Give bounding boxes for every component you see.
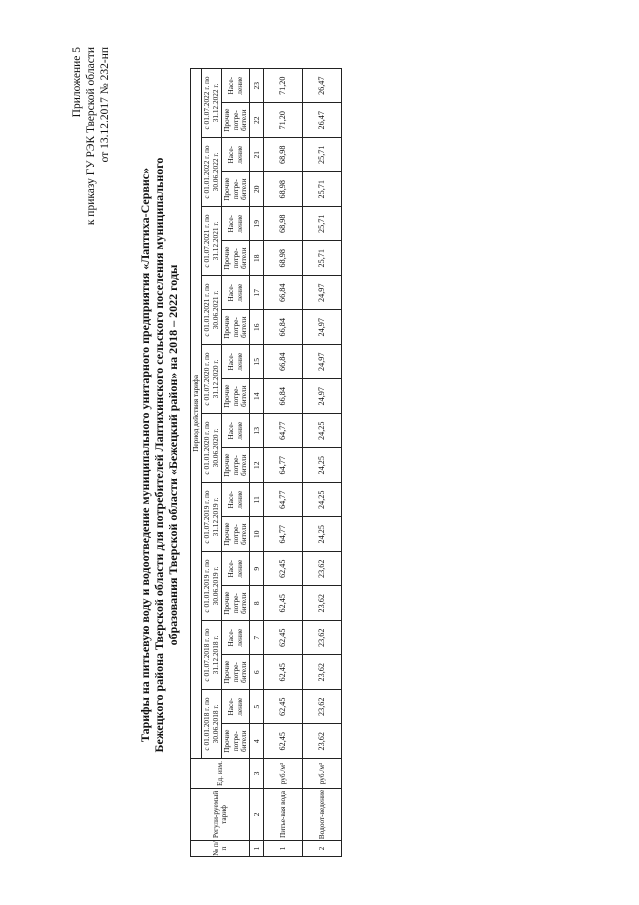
consumer-other: Прочие потре-бители bbox=[222, 172, 250, 207]
tariff-value: 66,84 bbox=[264, 310, 303, 345]
consumer-other: Прочие потре-бители bbox=[222, 448, 250, 483]
tariff-value: 23,62 bbox=[303, 724, 342, 759]
tariff-value: 62,45 bbox=[264, 552, 303, 587]
column-number: 4 bbox=[250, 724, 264, 759]
tariff-value: 62,45 bbox=[264, 724, 303, 759]
tariff-value: 62,45 bbox=[264, 690, 303, 725]
tariff-value: 24,97 bbox=[303, 379, 342, 414]
column-number: 19 bbox=[250, 207, 264, 242]
column-number: 16 bbox=[250, 310, 264, 345]
column-number: 22 bbox=[250, 103, 264, 138]
tariff-value: 71,20 bbox=[264, 103, 303, 138]
tariff-value: 23,62 bbox=[303, 552, 342, 587]
tariff-value: 66,84 bbox=[264, 345, 303, 380]
tariff-value: 64,77 bbox=[264, 483, 303, 518]
consumer-other: Прочие потре-бители bbox=[222, 103, 250, 138]
consumer-population: Насе-ление bbox=[222, 621, 250, 656]
period-cell: с 01.01.2018 г. по 30.06.2018 г. bbox=[202, 690, 222, 759]
tariff-value: 25,71 bbox=[303, 172, 342, 207]
column-number: 20 bbox=[250, 172, 264, 207]
consumer-population: Насе-ление bbox=[222, 207, 250, 242]
tariff-name: Питье-вая вода bbox=[264, 789, 303, 841]
column-number: 23 bbox=[250, 68, 264, 103]
period-cell: с 01.01.2021 г. по 30.06.2021 г. bbox=[202, 276, 222, 345]
tariff-value: 24,97 bbox=[303, 345, 342, 380]
consumer-other: Прочие потре-бители bbox=[222, 310, 250, 345]
tariff-value: 66,84 bbox=[264, 276, 303, 311]
column-number: 9 bbox=[250, 552, 264, 587]
tariff-unit: руб./м³ bbox=[303, 759, 342, 789]
tariff-value: 66,84 bbox=[264, 379, 303, 414]
column-number: 8 bbox=[250, 586, 264, 621]
tariff-value: 23,62 bbox=[303, 621, 342, 656]
tariff-value: 25,71 bbox=[303, 207, 342, 242]
tariff-value: 24,25 bbox=[303, 448, 342, 483]
tariff-unit: руб./м³ bbox=[264, 759, 303, 789]
title-line-3: образования Тверской области «Бежецкий район» на 2018 – 2022 годы bbox=[166, 264, 180, 646]
table-row bbox=[303, 68, 342, 856]
tariff-value: 64,77 bbox=[264, 448, 303, 483]
tariff-value: 25,71 bbox=[303, 241, 342, 276]
consumer-population: Насе-ление bbox=[222, 276, 250, 311]
consumer-other: Прочие потре-бители bbox=[222, 241, 250, 276]
column-number: 14 bbox=[250, 379, 264, 414]
tariff-value: 23,62 bbox=[303, 586, 342, 621]
column-number: 17 bbox=[250, 276, 264, 311]
header-tariff: Регули-руемый тариф bbox=[191, 789, 250, 841]
title-line-2: Бежецкого района Тверской области для потребителей Лаптихинского сельского поселения муниципального bbox=[152, 157, 166, 753]
consumer-other: Прочие потре-бители bbox=[222, 517, 250, 552]
consumer-other: Прочие потре-бители bbox=[222, 379, 250, 414]
consumer-population: Насе-ление bbox=[222, 138, 250, 173]
period-cell: с 01.01.2022 г. по 30.06.2022 г. bbox=[202, 138, 222, 207]
column-number: 6 bbox=[250, 655, 264, 690]
tariff-name: Водоот-ведение bbox=[303, 789, 342, 841]
consumer-population: Насе-ление bbox=[222, 68, 250, 103]
period-cell: с 01.01.2019 г. по 30.06.2019 г. bbox=[202, 552, 222, 621]
period-row bbox=[202, 68, 222, 856]
tariff-value: 23,62 bbox=[303, 655, 342, 690]
table-row bbox=[264, 68, 303, 856]
appendix-line-2: к приказу ГУ РЭК Тверской области bbox=[85, 47, 97, 226]
column-number: 10 bbox=[250, 517, 264, 552]
period-cell: с 01.07.2019 г. по 31.12.2019 г. bbox=[202, 483, 222, 552]
column-number: 21 bbox=[250, 138, 264, 173]
column-number: 12 bbox=[250, 448, 264, 483]
tariff-value: 64,77 bbox=[264, 517, 303, 552]
tariff-value: 68,98 bbox=[264, 138, 303, 173]
column-number: 15 bbox=[250, 345, 264, 380]
appendix-block bbox=[70, 47, 112, 225]
tariff-value: 24,25 bbox=[303, 414, 342, 449]
document-title bbox=[138, 105, 180, 805]
column-number: 13 bbox=[250, 414, 264, 449]
tariff-value: 64,77 bbox=[264, 414, 303, 449]
consumer-row bbox=[222, 68, 250, 856]
column-number: 2 bbox=[250, 789, 264, 841]
consumer-other: Прочие потре-бители bbox=[222, 586, 250, 621]
period-cell: с 01.07.2018 г. по 31.12.2018 г. bbox=[202, 621, 222, 690]
appendix-line-3: от 13.12.2017 № 232-нп bbox=[99, 47, 111, 163]
tariff-value: 68,98 bbox=[264, 207, 303, 242]
tariff-value: 26,47 bbox=[303, 103, 342, 138]
column-number: 7 bbox=[250, 621, 264, 656]
header-number: № п/п bbox=[191, 841, 250, 857]
column-number: 18 bbox=[250, 241, 264, 276]
tariff-value: 24,25 bbox=[303, 483, 342, 518]
period-cell: с 01.01.2020 г. по 30.06.2020 г. bbox=[202, 414, 222, 483]
period-cell: с 01.07.2020 г. по 31.12.2020 г. bbox=[202, 345, 222, 414]
appendix-line-1: Приложение 5 bbox=[71, 47, 83, 118]
header-unit: Ед. изм. bbox=[191, 759, 250, 789]
tariff-value: 23,62 bbox=[303, 690, 342, 725]
column-number: 11 bbox=[250, 483, 264, 518]
column-number: 3 bbox=[250, 759, 264, 789]
consumer-population: Насе-ление bbox=[222, 690, 250, 725]
consumer-other: Прочие потре-бители bbox=[222, 655, 250, 690]
tariff-value: 62,45 bbox=[264, 586, 303, 621]
tariff-value: 68,98 bbox=[264, 172, 303, 207]
period-cell: с 01.07.2021 г. по 31.12.2021 г. bbox=[202, 207, 222, 276]
row-number: 1 bbox=[264, 841, 303, 857]
column-number: 5 bbox=[250, 690, 264, 725]
tariff-value: 68,98 bbox=[264, 241, 303, 276]
consumer-population: Насе-ление bbox=[222, 345, 250, 380]
consumer-population: Насе-ление bbox=[222, 414, 250, 449]
tariff-value: 62,45 bbox=[264, 621, 303, 656]
period-cell: с 01.07.2022 г. по 31.12.2022 г. bbox=[202, 68, 222, 137]
column-number-row bbox=[250, 68, 264, 856]
tariff-value: 24,97 bbox=[303, 310, 342, 345]
tariff-value: 24,25 bbox=[303, 517, 342, 552]
consumer-population: Насе-ление bbox=[222, 552, 250, 587]
column-number: 1 bbox=[250, 841, 264, 857]
title-line-1: Тарифы на питьевую воду и водоотведение муниципального унитарного предприятия «Лаптиха-Сервис» bbox=[138, 167, 152, 743]
tariffs-table bbox=[190, 68, 342, 857]
header-period: Период действия тарифа bbox=[191, 68, 202, 758]
tariff-value: 25,71 bbox=[303, 138, 342, 173]
tariff-value: 71,20 bbox=[264, 68, 303, 103]
tariff-value: 24,97 bbox=[303, 276, 342, 311]
tariff-value: 26,47 bbox=[303, 68, 342, 103]
tariff-value: 62,45 bbox=[264, 655, 303, 690]
consumer-population: Насе-ление bbox=[222, 483, 250, 518]
row-number: 2 bbox=[303, 841, 342, 857]
consumer-other: Прочие потре-бители bbox=[222, 724, 250, 759]
